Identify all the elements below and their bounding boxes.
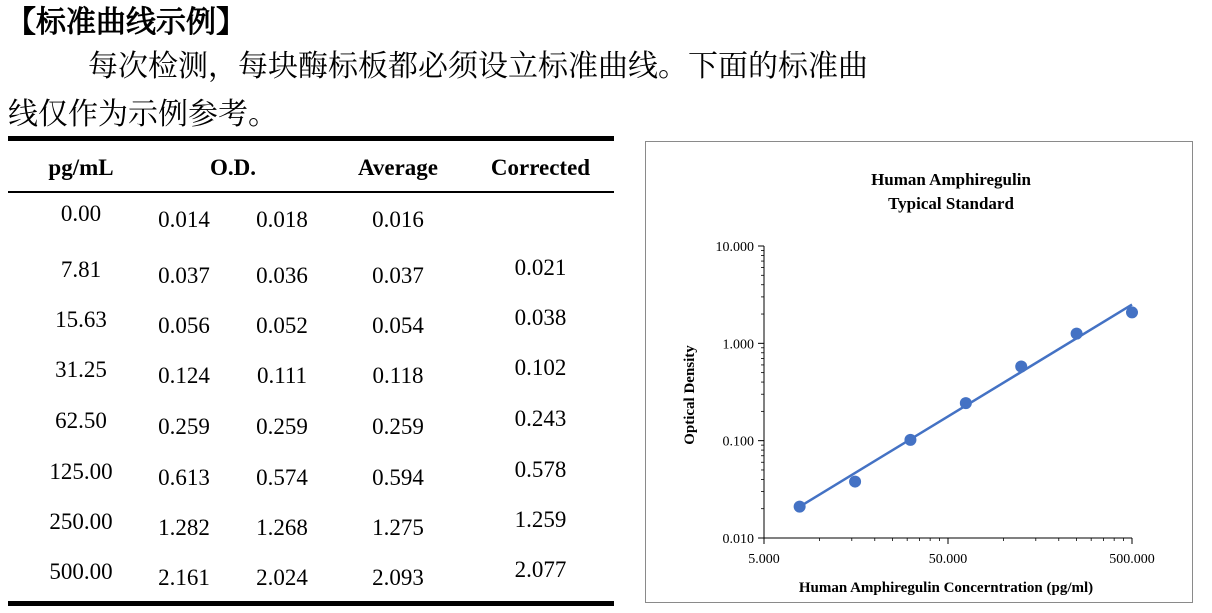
x-tick-label: 500.000	[1109, 552, 1155, 567]
cell-average: 0.118	[372, 363, 424, 388]
cell-conc: 0.00	[60, 201, 102, 226]
y-tick-label: 1.000	[722, 337, 754, 353]
paragraph-line-2: 线仅作为示例参考。	[8, 97, 278, 132]
data-point	[849, 476, 861, 488]
cell-od2: 0.574	[256, 465, 308, 490]
cell-conc: 15.63	[55, 307, 107, 332]
cell-od2: 0.018	[256, 207, 308, 232]
cell-od2: 0.036	[256, 263, 308, 288]
cell-corrected: 2.077	[514, 557, 567, 582]
cell-average: 0.594	[372, 465, 424, 490]
cell-average: 0.054	[372, 313, 424, 338]
cell-od2: 0.111	[256, 363, 308, 388]
cell-corrected: 0.243	[514, 406, 567, 431]
cell-od2: 1.268	[256, 515, 308, 540]
data-point	[1126, 306, 1138, 318]
chart-canvas	[646, 142, 1194, 604]
table-header-rule	[8, 191, 614, 193]
cell-od1: 0.124	[158, 363, 210, 388]
data-point	[904, 434, 916, 446]
data-point	[1071, 328, 1083, 340]
data-point	[1015, 361, 1027, 373]
cell-od2: 0.259	[256, 414, 308, 439]
paragraph-line-1: 每次检测，每块酶标板都必须设立标准曲线。下面的标准曲	[88, 49, 868, 84]
cell-corrected: 0.021	[514, 255, 567, 280]
header-conc: pg/mL	[48, 155, 114, 180]
cell-conc: 250.00	[49, 509, 113, 534]
cell-conc: 125.00	[49, 459, 113, 484]
y-axis-label: Optical Density	[682, 345, 698, 445]
cell-od1: 0.259	[158, 414, 210, 439]
cell-od1: 1.282	[158, 515, 210, 540]
cell-conc: 62.50	[55, 408, 107, 433]
cell-conc: 500.00	[49, 559, 113, 584]
cell-corrected: 0.578	[514, 457, 567, 482]
cell-average: 0.016	[372, 207, 424, 232]
y-tick-label: 10.000	[715, 240, 754, 255]
chart-title-line-2: Typical Standard	[888, 194, 1014, 213]
cell-corrected: 0.102	[514, 355, 567, 380]
cell-average: 2.093	[372, 565, 424, 590]
cell-od1: 0.056	[158, 313, 210, 338]
x-tick-label: 5.000	[748, 552, 780, 567]
x-axis-label: Human Amphiregulin Concerntration (pg/ml)	[798, 580, 1094, 596]
header-corrected: Corrected	[490, 155, 591, 180]
cell-average: 0.259	[372, 414, 424, 439]
cell-average: 0.037	[372, 263, 424, 288]
y-tick-label: 0.100	[722, 434, 754, 450]
cell-od1: 0.037	[158, 263, 210, 288]
header-average: Average	[357, 155, 439, 180]
cell-od1: 0.613	[158, 465, 210, 490]
data-point	[794, 501, 806, 513]
section-heading: 【标准曲线示例】	[6, 5, 246, 40]
cell-od1: 2.161	[158, 565, 210, 590]
cell-corrected: 1.259	[514, 507, 567, 532]
cell-corrected: 0.038	[514, 305, 567, 330]
cell-conc: 7.81	[60, 257, 102, 282]
table-top-rule	[8, 136, 614, 141]
header-od: O.D.	[210, 155, 256, 180]
chart-title-line-1: Human Amphiregulin	[871, 170, 1031, 189]
table-bottom-rule	[8, 601, 614, 606]
cell-od2: 0.052	[256, 313, 308, 338]
cell-average: 1.275	[372, 515, 424, 540]
x-tick-label: 50.000	[928, 552, 968, 567]
cell-od2: 2.024	[256, 565, 308, 590]
standard-curve-table	[8, 136, 614, 608]
cell-conc: 31.25	[55, 357, 107, 382]
y-tick-label: 0.010	[722, 532, 754, 547]
data-point	[960, 397, 972, 409]
cell-od1: 0.014	[158, 207, 210, 232]
standard-curve-chart	[645, 141, 1193, 603]
